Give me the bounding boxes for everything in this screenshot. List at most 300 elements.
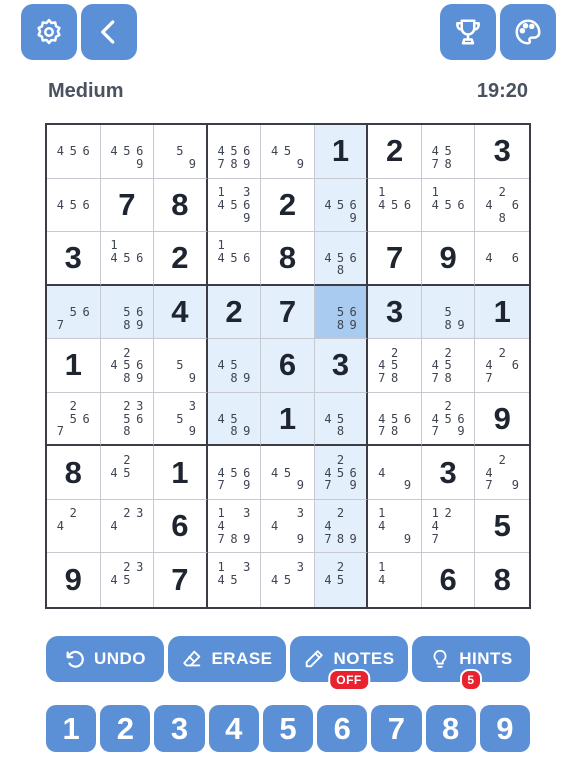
note-slot-empty [54,306,67,319]
note-slot-empty [54,186,67,199]
note-slot-empty [388,479,401,492]
note-digit: 3 [296,506,304,521]
cell-notes [375,560,414,600]
note-digit: 5 [69,197,77,212]
note-digit: 7 [431,424,439,439]
sudoku-cell-r1-c6[interactable] [315,125,369,179]
note-digit: 4 [378,411,386,426]
note-slot-empty [268,507,281,520]
sudoku-cell-r5-c6[interactable] [315,339,369,393]
note-digit: 4 [431,197,439,212]
cell-value: 3 [331,347,350,383]
sudoku-cell-r7-c2[interactable] [101,446,155,500]
sudoku-cell-r5-c9[interactable] [475,339,529,393]
note-slot-empty [429,346,442,359]
cell-value: 9 [64,562,82,598]
note-digit: 4 [217,144,225,159]
sudoku-cell-r8-c7[interactable] [368,500,422,554]
note-slot-empty [509,264,522,277]
note-slot-empty [442,293,455,306]
sudoku-cell-r8-c9[interactable] [475,500,529,554]
sudoku-cell-r2-c1[interactable] [47,179,101,233]
sudoku-cell-r8-c3[interactable] [154,500,208,554]
numpad-key-8[interactable]: 8 [426,705,476,752]
note-digit: 7 [485,478,493,493]
numpad-key-3[interactable]: 3 [154,705,204,752]
note-slot-empty [80,533,93,546]
note-digit: 4 [431,358,439,373]
note-digit: 4 [431,519,439,534]
sudoku-cell-r6-c8[interactable] [422,393,476,447]
cell-notes [215,560,254,600]
note-slot-empty [268,587,281,600]
note-slot-empty [509,372,522,385]
numpad-key-2[interactable]: 2 [100,705,150,752]
cell-notes [215,507,254,546]
notes-status-badge: OFF [328,669,370,691]
note-digit: 4 [110,144,118,159]
note-slot-empty [281,507,294,520]
sudoku-cell-r3-c5[interactable] [261,232,315,286]
sudoku-cell-r1-c8[interactable] [422,125,476,179]
note-digit: 9 [403,532,412,546]
note-digit: 3 [243,184,251,199]
numpad-key-4[interactable]: 4 [209,705,259,752]
cell-notes [375,453,414,492]
note-slot-empty [228,239,241,252]
cell-value: 4 [171,293,189,329]
note-slot-empty [375,533,388,546]
note-slot-empty [161,145,174,158]
note-digit: 2 [498,452,506,467]
note-slot-empty [174,346,187,359]
note-digit: 2 [498,184,506,199]
sudoku-cell-r7-c8[interactable] [422,446,476,500]
note-digit: 5 [444,144,452,159]
sudoku-cell-r5-c2[interactable] [101,339,155,393]
note-slot-empty [174,158,187,171]
note-digit: 6 [243,250,251,265]
cell-notes [429,507,468,546]
note-slot-empty [108,372,121,385]
note-digit: 7 [56,317,65,332]
note-slot-empty [133,293,146,306]
sudoku-cell-r7-c6[interactable] [315,446,369,500]
sudoku-cell-r9-c3[interactable] [154,553,208,607]
note-digit: 9 [349,210,357,225]
note-slot-empty [133,239,146,252]
note-slot-empty [482,264,495,277]
note-digit: 6 [82,144,90,159]
sudoku-cell-r2-c3[interactable] [154,179,208,233]
sudoku-cell-r5-c1[interactable] [47,339,101,393]
note-slot-empty [496,479,509,492]
numpad-key-7[interactable]: 7 [371,705,421,752]
cell-notes [322,453,360,492]
note-digit: 9 [349,532,357,546]
note-digit: 6 [511,250,520,265]
sudoku-cell-r2-c4[interactable] [208,179,262,233]
note-slot-empty [240,587,253,600]
sudoku-cell-r9-c8[interactable] [422,553,476,607]
note-slot-empty [54,293,67,306]
note-digit: 6 [136,358,144,373]
note-slot-empty [401,560,414,573]
sudoku-cell-r1-c2[interactable] [101,125,155,179]
sudoku-cell-r8-c6[interactable] [315,500,369,554]
sudoku-cell-r4-c8[interactable] [422,286,476,340]
note-digit: 8 [123,371,131,386]
note-digit: 6 [403,411,412,426]
sudoku-cell-r3-c1[interactable] [47,232,101,286]
cell-notes [215,346,254,385]
note-slot-empty [108,346,121,359]
note-digit: 7 [431,371,439,386]
note-slot-empty [215,346,228,359]
sudoku-cell-r5-c5[interactable] [261,339,315,393]
note-digit: 1 [431,506,439,521]
note-digit: 6 [243,144,251,159]
note-slot-empty [133,425,146,438]
note-slot-empty [80,158,93,171]
cell-notes [54,132,93,171]
cell-notes [54,400,93,438]
note-digit: 8 [444,157,452,172]
sudoku-cell-r8-c4[interactable] [208,500,262,554]
sudoku-cell-r2-c6[interactable] [315,179,369,233]
gear-icon [34,17,64,47]
sudoku-cell-r8-c1[interactable] [47,500,101,554]
sudoku-cell-r9-c4[interactable] [208,553,262,607]
cell-notes [322,293,360,332]
sudoku-cell-r4-c2[interactable] [101,286,155,340]
sudoku-cell-r7-c1[interactable] [47,446,101,500]
sudoku-cell-r5-c8[interactable] [422,339,476,393]
note-slot-empty [429,306,442,319]
cell-value: 1 [331,133,350,169]
note-slot-empty [509,453,522,466]
cell-notes [161,346,199,385]
note-slot-empty [133,574,146,587]
sudoku-cell-r3-c9[interactable] [475,232,529,286]
sudoku-cell-r3-c4[interactable] [208,232,262,286]
sudoku-cell-r9-c9[interactable] [475,553,529,607]
sudoku-cell-r7-c4[interactable] [208,446,262,500]
sudoku-cell-r6-c5[interactable] [261,393,315,447]
sudoku-cell-r2-c9[interactable] [475,179,529,233]
note-slot-empty [482,453,495,466]
note-slot-empty [322,425,335,438]
sudoku-cell-r7-c9[interactable] [475,446,529,500]
note-slot-empty [133,479,146,492]
sudoku-cell-r6-c7[interactable] [368,393,422,447]
note-digit: 5 [444,358,452,373]
note-digit: 1 [217,238,225,253]
cell-notes [161,400,199,438]
note-digit: 7 [485,371,493,386]
note-slot-empty [80,400,93,413]
note-slot-empty [322,400,335,413]
note-slot-empty [401,400,414,413]
sudoku-cell-r4-c1[interactable] [47,286,101,340]
sudoku-cell-r4-c3[interactable] [154,286,208,340]
note-slot-empty [496,252,509,265]
note-slot-empty [240,412,253,425]
sudoku-cell-r7-c5[interactable] [261,446,315,500]
note-slot-empty [174,400,187,413]
note-digit: 4 [485,358,493,373]
note-slot-empty [108,412,121,425]
cell-notes [108,560,147,600]
cell-value: 3 [385,293,404,329]
note-digit: 5 [283,465,292,480]
note-slot-empty [509,346,522,359]
note-digit: 5 [230,144,238,159]
note-slot-empty [482,239,495,252]
note-digit: 8 [230,157,238,172]
settings-button[interactable] [21,4,77,60]
cell-value: 7 [118,186,136,222]
note-digit: 5 [336,411,345,426]
note-digit: 9 [188,371,197,386]
note-digit: 1 [217,560,225,575]
note-slot-empty [322,453,335,466]
note-slot-empty [133,264,146,277]
note-digit: 3 [188,399,197,414]
notes-button[interactable] [290,636,408,687]
note-slot-empty [54,412,67,425]
cell-value: 8 [278,239,297,275]
cell-notes [375,400,414,438]
note-digit: 5 [176,411,184,426]
sudoku-board [45,123,531,609]
sudoku-cell-r9-c5[interactable] [261,553,315,607]
sudoku-cell-r8-c2[interactable] [101,500,155,554]
note-digit: 5 [123,144,131,159]
trophy-icon [453,17,483,47]
note-slot-empty [67,211,80,224]
sudoku-cell-r6-c9[interactable] [475,393,529,447]
note-digit: 4 [431,144,439,159]
sudoku-cell-r4-c6[interactable] [315,286,369,340]
note-digit: 8 [336,317,345,332]
note-slot-empty [215,264,228,277]
note-slot-empty [228,400,241,413]
numpad-key-5[interactable]: 5 [263,705,313,752]
sudoku-cell-r6-c2[interactable] [101,393,155,447]
note-digit: 5 [336,197,345,212]
note-digit: 5 [390,358,399,373]
note-digit: 8 [230,371,238,386]
note-slot-empty [509,239,522,252]
sudoku-cell-r6-c6[interactable] [315,393,369,447]
sudoku-cell-r9-c2[interactable] [101,553,155,607]
sudoku-cell-r6-c1[interactable] [47,393,101,447]
note-slot-empty [186,145,199,158]
sudoku-cell-r1-c1[interactable] [47,125,101,179]
sudoku-cell-r7-c3[interactable] [154,446,208,500]
note-digit: 4 [217,465,225,480]
sudoku-cell-r4-c5[interactable] [261,286,315,340]
note-slot-empty [228,453,241,466]
eraser-icon [181,648,203,670]
sudoku-cell-r9-c6[interactable] [315,553,369,607]
note-digit: 5 [230,411,238,426]
note-slot-empty [401,466,414,479]
numpad-key-6[interactable]: 6 [317,705,367,752]
note-slot-empty [347,239,360,252]
note-digit: 5 [230,358,238,373]
note-digit: 2 [123,560,131,575]
sudoku-cell-r8-c8[interactable] [422,500,476,554]
note-slot-empty [388,466,401,479]
note-digit: 7 [378,424,386,439]
cell-value: 8 [493,562,511,598]
note-slot-empty [108,507,121,520]
sudoku-cell-r3-c7[interactable] [368,232,422,286]
note-slot-empty [54,132,67,145]
note-slot-empty [67,186,80,199]
sudoku-cell-r4-c9[interactable] [475,286,529,340]
sudoku-cell-r9-c7[interactable] [368,553,422,607]
note-slot-empty [322,587,335,600]
cell-value: 6 [171,508,189,544]
sudoku-cell-r4-c4[interactable] [208,286,262,340]
sudoku-cell-r1-c9[interactable] [475,125,529,179]
sudoku-cell-r5-c7[interactable] [368,339,422,393]
back-button[interactable] [81,4,137,60]
note-slot-empty [442,186,455,199]
note-digit: 8 [230,424,238,439]
note-slot-empty [401,186,414,199]
note-digit: 7 [217,478,225,493]
note-slot-empty [240,400,253,413]
note-slot-empty [401,211,414,224]
note-digit: 4 [110,573,118,588]
cell-notes [375,507,414,546]
note-slot-empty [228,264,241,277]
cell-notes [375,346,414,385]
hints-button[interactable] [412,636,530,687]
note-digit: 3 [243,560,251,575]
sudoku-cell-r5-c4[interactable] [208,339,262,393]
note-digit: 6 [457,411,465,426]
note-digit: 5 [176,358,184,373]
cell-value: 7 [385,239,404,275]
note-slot-empty [268,132,281,145]
note-slot-empty [108,453,121,466]
note-slot-empty [120,479,133,492]
note-slot-empty [442,520,455,533]
trophy-button[interactable] [440,4,496,60]
note-slot-empty [294,574,307,587]
sudoku-cell-r2-c5[interactable] [261,179,315,233]
note-slot-empty [429,132,442,145]
numpad-key-9[interactable]: 9 [480,705,530,752]
numpad-key-1[interactable]: 1 [46,705,96,752]
note-slot-empty [228,211,241,224]
sudoku-cell-r1-c5[interactable] [261,125,315,179]
sudoku-cell-r5-c3[interactable] [154,339,208,393]
cell-value: 3 [439,454,457,490]
cell-value: 2 [225,293,243,329]
sudoku-cell-r2-c2[interactable] [101,179,155,233]
note-digit: 2 [444,399,452,414]
note-digit: 7 [324,478,332,493]
note-slot-empty [322,306,335,319]
sudoku-cell-r6-c4[interactable] [208,393,262,447]
sudoku-cell-r1-c3[interactable] [154,125,208,179]
note-slot-empty [388,453,401,466]
note-slot-empty [334,211,347,224]
note-slot-empty [429,293,442,306]
note-digit: 7 [378,371,386,386]
cell-value: 9 [493,400,511,436]
sudoku-cell-r6-c3[interactable] [154,393,208,447]
sudoku-cell-r3-c2[interactable] [101,232,155,286]
cell-notes [268,132,307,171]
note-digit: 9 [188,424,197,439]
theme-button[interactable] [500,4,556,60]
sudoku-cell-r3-c6[interactable] [315,232,369,286]
note-slot-empty [455,211,468,224]
note-slot-empty [161,346,174,359]
note-digit: 8 [444,317,452,332]
note-digit: 9 [349,478,357,493]
cell-value: 8 [171,186,189,222]
note-slot-empty [388,533,401,546]
note-slot-empty [108,293,121,306]
note-digit: 2 [123,345,131,360]
sudoku-cell-r3-c8[interactable] [422,232,476,286]
note-slot-empty [133,346,146,359]
note-slot-empty [80,318,93,331]
sudoku-cell-r2-c7[interactable] [368,179,422,233]
sudoku-cell-r2-c8[interactable] [422,179,476,233]
sudoku-cell-r7-c7[interactable] [368,446,422,500]
sudoku-cell-r4-c7[interactable] [368,286,422,340]
note-slot-empty [161,132,174,145]
note-slot-empty [228,507,241,520]
cell-notes [429,186,468,225]
note-slot-empty [388,520,401,533]
cell-notes [215,186,254,225]
note-digit: 8 [444,371,452,386]
undo-button[interactable] [46,636,164,682]
note-digit: 5 [444,197,452,212]
sudoku-cell-r3-c3[interactable] [154,232,208,286]
note-slot-empty [347,425,360,438]
sudoku-cell-r1-c7[interactable] [368,125,422,179]
sudoku-cell-r1-c4[interactable] [208,125,262,179]
note-slot-empty [294,587,307,600]
cell-notes [482,346,522,385]
note-slot-empty [54,158,67,171]
sudoku-cell-r9-c1[interactable] [47,553,101,607]
note-slot-empty [496,372,509,385]
note-digit: 5 [230,197,238,212]
note-digit: 4 [56,519,65,534]
erase-button[interactable] [168,636,286,682]
sudoku-cell-r8-c5[interactable] [261,500,315,554]
note-slot-empty [322,507,335,520]
note-digit: 6 [82,411,90,426]
note-digit: 9 [243,532,251,546]
note-digit: 1 [217,506,225,521]
note-slot-empty [108,306,121,319]
note-digit: 1 [431,184,439,199]
note-slot-empty [133,132,146,145]
